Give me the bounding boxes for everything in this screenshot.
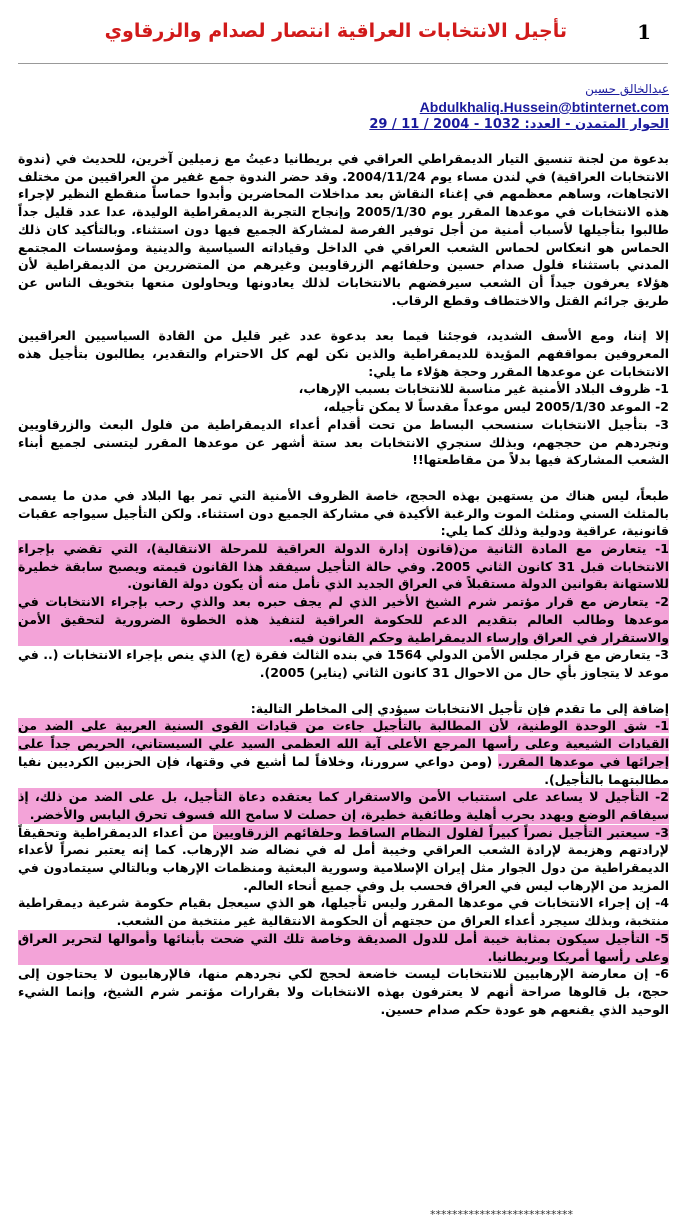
list-item: 1- ظروف البلاد الأمنية غير مناسبة للانتخابات بسبب الإرهاب،	[298, 381, 669, 397]
list-item: 6- إن معارضة الإرهابيين للانتخابات ليست خاضعة لحجج لكي نجردهم منها، فالإرهابيون لا يحتاجون إلى حجج، بل قالوها صراحة أنهم لا يعترفون بهذه الانتخابات ولا بقرارات مؤتمر شرم الشيخ، وإنما الشيء الوحيد الذي يقنعهم هو عودة حكم صدام حسين.	[18, 966, 669, 1017]
paragraph-dangers: إضافة إلى ما تقدم فإن تأجيل الانتخابات سيؤدي إلى المخاطر التالية:	[250, 700, 669, 716]
list-item: 2- الموعد 2005/1/30 ليس موعداً مقدساً لا يمكن تأجيله،	[323, 399, 669, 415]
paragraph-legal-obstacles: طبعاً، ليس هناك من يستهين بهذه الحجج، خاصة الظروف الأمنية التي تمر بها البلاد في مدن ما يسمى بالمثلث السني ومثلث الموت والرغبة الأكيدة في مشاركة الجميع دون استثناء. ولكن التأجيل سيواجه عقبات قانونية، عراقية ودولية وذلك كما يلي:	[18, 487, 669, 539]
highlighted-text: 1- شق الوحدة الوطنية، لأن المطالبة بالتأجيل جاءت من قيادات القوى السنية العربية على الضد من القيادات الشيعية وعلى رأسها المرجع الأعلى آية الله العظمى السيد علي السيستاني، الحريص جداً على إجرائها في موعدها المقرر.	[18, 718, 669, 769]
list-item: 3- بتأجيل الانتخابات سنسحب البساط من تحت أقدام أعداء الديمقراطية من فلول البعث والزرقاويين ونجردهم من حججهم، وبذلك سنجري الانتخابات بعد ستة أشهر عن موعدها المقرر ليتسنى لجميع أبناء الشعب المشاركة فيها بدلاً من مقاطعتها!!	[18, 416, 669, 468]
highlighted-list-item: 1- يتعارض مع المادة الثانية من(قانون إدارة الدولة العراقية للمرحلة الانتقالية)، التي تقضي بإجراء الانتخابات قبل 31 كانون الثاني 2005. وفي حالة التأجيل سيفقد هذا القانون قيمته ويصبح سابقة خطيرة للاستهانة بقوانين الدولة مستقبلاً في العراق الجديد الذي نأمل منه أن يكون دولة القانون.	[18, 541, 669, 592]
highlighted-text: 3- سيعتبر التأجيل نصراً كبيراً لفلول النظام الساقط وحلفائهم الزرقاويين	[212, 824, 669, 840]
list-item-rest: من أعداء الديمقراطية وتحقيقاً لإرادتهم وهزيمة لإرادة الشعب العراقي وخيبة أمل له في نضاله ضد الإرهاب. كما إنه يعتبر نصراً لأعداء الديمقراطية من دول الجوار مثل إيران الإسلامية وسورية البعثية ومنظمات الإرهاب وبالتالي سيتمادون في المزيد من الإرهاب ليس في العراق فحسب بل وفي جميع أنحاء العالم.	[18, 824, 669, 893]
highlighted-list-item: 2- التأجيل لا يساعد على استتباب الأمن والاستقرار كما يعتقده دعاة التأجيل، بل على الضد من ذلك، إذ سيفاقم الوضع ويهدد بحرب أهلية وطائفية خطيرة، إن حصلت لا سامح الله فسوف تحرق اليابس والأخضر.	[18, 789, 669, 822]
highlighted-list-item: 5- التأجيل سيكون بمثابة خيبة أمل للدول الصديقة وخاصة تلك التي ضحت بأبنائها وأموالها لتحرير العراق وعلى رأسها أمريكا وبريطانيا.	[18, 930, 669, 964]
list-item	[18, 717, 669, 788]
list-item: 3- يتعارض مع قرار مجلس الأمن الدولي 1564 في بنده الثالث فقرة (ج) الذي ينص بإجراء الانتخابات (.. في موعد لا يتجاوز بأي حال من الاحوال 31 كانون الثاني (يناير) 2005).	[18, 647, 669, 680]
article-header	[0, 20, 687, 50]
page-number: 1	[637, 20, 651, 44]
header-divider	[18, 63, 668, 64]
article-body	[18, 150, 669, 1018]
author-block	[369, 80, 669, 134]
author-name[interactable]: عبدالخالق حسين	[585, 82, 669, 96]
paragraph-postponement-demands: إلا إننا، ومع الأسف الشديد، فوجئنا فيما بعد بدعوة عدد غير قليل من القادة السياسيين العراقيين المعروفين بمواقفهم المؤيدة للديمقراطية والذين نكن لهم كل الاحترام والتقدير، يطالبون بتأجيل هذه الانتخابات عن موعدها المقرر وحجة هؤلاء ما يلي:	[18, 328, 669, 379]
highlighted-list-item: 2- يتعارض مع قرار مؤتمر شرم الشيخ الأخير الذي لم يجف حبره بعد والذي رحب بإجراء الانتخابات في موعدها وطالب العالم بتقديم الدعم للحكومة العراقية لتنفيذ هذه الخطوة الضرورية لتحقيق الأمن والاستقرار في العراق وإرساء الديمقراطية وحكم القانون فيه.	[18, 594, 669, 645]
paragraph-intro: بدعوة من لجنة تنسيق التيار الديمقراطي العراقي في بريطانيا دعيتُ مع زميلين آخرين، للحديث في (ندوة الانتخابات العراقية) في لندن مساء يوم 2004/11/24. وقد حضر الندوة جمع غفير من العراقيين من مختلف الاتجاهات، وساهم معظمهم في إغناء النقاش بعد مداخلات المحاضرين وأبدوا حماساً منقطع النظير لإجراء هذه الانتخابات في موعدها المقرر يوم 2005/1/30 وإنجاح التجربة الديمقراطية الوليدة، عدا عدد قليل جداً طالبوا بتأجيلها لأسباب أمنية من أجل توفير الفرصة لمشاركة الجميع فيها دون استثناء. وبالتأكيد كان ذلك الحماس هو انعكاس لحماس الشعب العراقي في الداخل وقياداته السياسية والدينية ومؤسسات المجتمع المدني باستثناء فلول صدام حسين وحلفائهم الزرقاويين وغيرهم من المتضررين من الديمقراطية لأن هؤلاء يعرفون جيداً أن الشعب سيرفضهم بالانتخابات لذلك يعادونها ويحاولون منعها بتخويف الناس عن طريق جرائم القتل والاختطاف وقطع الرقاب.	[18, 151, 669, 308]
author-email-link[interactable]: Abdulkhaliq.Hussein@btinternet.com	[419, 99, 669, 115]
issue-link[interactable]: الحوار المتمدن - العدد: 1032 - 2004 / 11 / 29	[369, 117, 669, 132]
list-item	[18, 824, 669, 895]
list-item: 4- إن إجراء الانتخابات في موعدها المقرر وليس تأجيلها، هو الذي سيعجل بقيام حكومة شرعية ديمقراطية منتخبة، وبذلك سيجرد أعداء العراق من حجتهم أن الحكومة الانتقالية غير منتخبة من الشعب.	[18, 895, 669, 929]
article-title: تأجيل الانتخابات العراقية انتصار لصدام والزرقاوي	[104, 20, 567, 42]
list-item-tail: (ومن دواعي سرورنا، وخلافاً لما أشيع في وقتها، فإن الحزبين الكرديين نفيا مطالبتهما بالتأجيل).	[18, 753, 669, 787]
end-separator: **************************	[430, 1208, 573, 1221]
